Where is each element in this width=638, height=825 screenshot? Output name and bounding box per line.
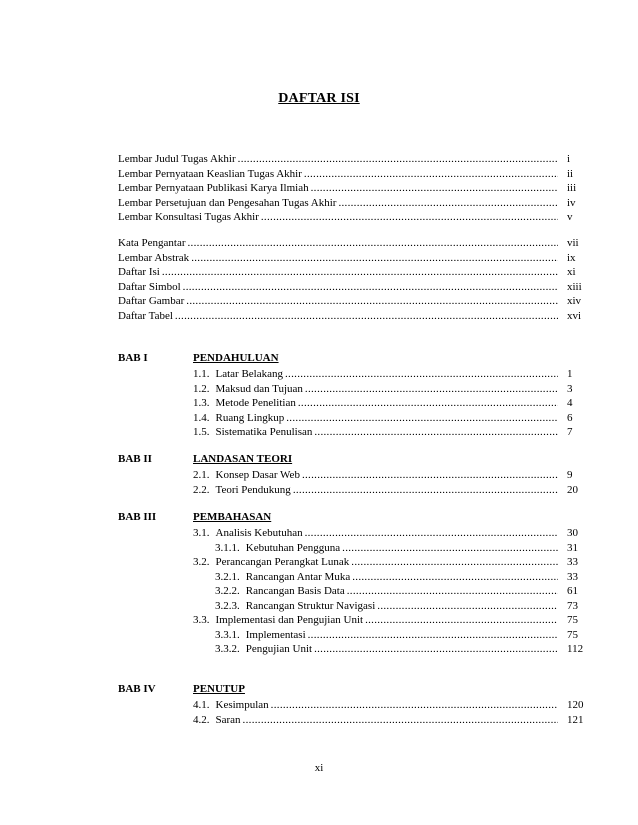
entry-page: 7 (567, 426, 573, 438)
dot-leader (243, 713, 558, 727)
entry-page: 31 (567, 541, 578, 554)
toc-entry[interactable] (193, 396, 560, 410)
entry-label: Perancangan Perangkat Lunak (215, 556, 350, 568)
entry-number: 1.3. (193, 397, 210, 409)
toc-entry[interactable] (118, 181, 560, 195)
dot-leader (285, 367, 558, 381)
dot-leader (308, 628, 558, 642)
entry-number: 3.3.1. (215, 628, 240, 641)
page-title: DAFTAR ISI (278, 91, 360, 106)
chapter-number: BAB IV (118, 683, 156, 695)
toc-entry[interactable] (118, 280, 560, 294)
entry-number: 4.1. (193, 699, 210, 711)
chapter-title: PENDAHULUAN (193, 352, 279, 364)
entry-page: 6 (567, 411, 573, 424)
entry-label: Pengujian Unit (245, 643, 313, 655)
toc-entry[interactable] (118, 152, 560, 166)
dot-leader (311, 181, 558, 195)
entry-label: Implementasi (245, 628, 306, 641)
entry-number: 3.1.1. (215, 541, 240, 554)
entry-page: 61 (567, 585, 578, 597)
entry-number: 3.2.3. (215, 599, 240, 612)
toc-entry[interactable] (118, 167, 560, 181)
entry-label: Metode Penelitian (215, 397, 296, 409)
toc-entry[interactable] (215, 570, 560, 584)
dot-leader (305, 382, 558, 396)
entry-number: 2.1. (193, 469, 210, 481)
entry-page: i (567, 153, 571, 165)
entry-label: Ruang Lingkup (215, 411, 285, 424)
entry-page: 30 (567, 527, 578, 539)
chapter-title: PENUTUP (193, 683, 245, 695)
dot-leader (314, 425, 558, 439)
toc-entry[interactable] (193, 613, 560, 627)
entry-page: xi (567, 266, 576, 278)
dot-leader (271, 698, 558, 712)
entry-number: 3.2. (193, 556, 210, 568)
entry-page: vii (567, 237, 579, 249)
toc-entry[interactable] (193, 713, 560, 727)
entry-page: xvi (567, 309, 582, 322)
entry-page: 33 (567, 556, 578, 568)
toc-entry[interactable] (118, 309, 560, 323)
page-number: xi (314, 762, 324, 774)
entry-number: 3.3.2. (215, 643, 240, 655)
entry-number: 4.2. (193, 713, 210, 726)
toc-entry[interactable] (118, 196, 560, 210)
entry-number: 3.2.1. (215, 570, 240, 583)
dot-leader (183, 280, 558, 294)
dot-leader (186, 294, 558, 308)
entry-page: xiv (567, 295, 582, 307)
dot-leader (302, 468, 558, 482)
entry-page: ii (567, 167, 574, 180)
dot-leader (365, 613, 558, 627)
toc-entry[interactable] (215, 584, 560, 598)
entry-label: Teori Pendukung (215, 483, 291, 496)
entry-label: Kata Pengantar (118, 237, 186, 249)
chapter-title: LANDASAN TEORI (193, 453, 293, 465)
entry-label: Daftar Isi (118, 266, 160, 278)
toc-entry[interactable] (193, 425, 560, 439)
dot-leader (377, 599, 558, 613)
entry-page: 4 (567, 397, 573, 409)
dot-leader (347, 584, 558, 598)
toc-entry[interactable] (193, 483, 560, 497)
entry-label: Implementasi dan Pengujian Unit (215, 614, 364, 626)
dot-leader (261, 210, 558, 224)
toc-entry[interactable] (215, 642, 560, 656)
entry-page: 121 (567, 713, 584, 726)
entry-label: Konsep Dasar Web (215, 469, 300, 481)
entry-number: 3.3. (193, 614, 210, 626)
entry-page: 75 (567, 628, 578, 641)
entry-label: Lembar Abstrak (118, 251, 190, 264)
entry-page: 3 (567, 382, 573, 395)
entry-number: 1.1. (193, 368, 210, 380)
entry-page: 73 (567, 599, 578, 612)
entry-page: iv (567, 196, 576, 209)
entry-page: v (567, 211, 573, 223)
dot-leader (314, 642, 558, 656)
entry-label: Daftar Gambar (118, 295, 185, 307)
dot-leader (293, 483, 558, 497)
dot-leader (298, 396, 558, 410)
toc-entry[interactable] (193, 411, 560, 425)
entry-label: Lembar Persetujuan dan Pengesahan Tugas Akhir (118, 196, 337, 209)
entry-page: 33 (567, 570, 578, 583)
entry-page: xiii (567, 280, 582, 293)
toc-entry[interactable] (193, 367, 560, 381)
dot-leader (304, 167, 558, 181)
entry-label: Kesimpulan (215, 699, 269, 711)
entry-page: iii (567, 182, 577, 194)
entry-number: 1.2. (193, 382, 210, 395)
dot-leader (342, 541, 558, 555)
dot-leader (238, 152, 558, 166)
entry-label: Rancangan Basis Data (245, 585, 345, 597)
entry-label: Rancangan Antar Muka (245, 570, 351, 583)
toc-entry[interactable] (118, 210, 560, 224)
entry-label: Lembar Konsultasi Tugas Akhir (118, 211, 259, 223)
entry-label: Latar Belakang (215, 368, 283, 380)
chapter-title: PEMBAHASAN (193, 511, 272, 523)
entry-number: 3.1. (193, 527, 210, 539)
entry-page: 75 (567, 614, 578, 626)
entry-number: 1.4. (193, 411, 210, 424)
entry-label: Lembar Judul Tugas Akhir (118, 153, 236, 165)
toc-entry[interactable] (118, 294, 560, 308)
toc-entry[interactable] (215, 599, 560, 613)
toc-entry[interactable] (193, 526, 560, 540)
entry-label: Sistematika Penulisan (215, 426, 313, 438)
dot-leader (162, 265, 558, 279)
dot-leader (338, 196, 558, 210)
entry-label: Rancangan Struktur Navigasi (245, 599, 376, 612)
toc-entry[interactable] (193, 698, 560, 712)
toc-entry[interactable] (193, 555, 560, 569)
dot-leader (286, 411, 558, 425)
entry-label: Saran (215, 713, 241, 726)
toc-entry[interactable] (118, 265, 560, 279)
toc-entry[interactable] (193, 382, 560, 396)
entry-label: Daftar Simbol (118, 280, 181, 293)
entry-number: 3.2.2. (215, 585, 240, 597)
chapter-number: BAB III (118, 511, 157, 523)
entry-number: 1.5. (193, 426, 210, 438)
entry-label: Lembar Pernyataan Publikasi Karya Ilmiah (118, 182, 309, 194)
chapter-number: BAB I (118, 352, 148, 364)
dot-leader (191, 251, 558, 265)
entry-page: 112 (567, 643, 584, 655)
entry-label: Analisis Kebutuhan (215, 527, 303, 539)
toc-entry[interactable] (215, 628, 560, 642)
dot-leader (351, 555, 558, 569)
dot-leader (305, 526, 558, 540)
entry-label: Maksud dan Tujuan (215, 382, 303, 395)
entry-page: 9 (567, 469, 573, 481)
entry-page: ix (567, 251, 576, 264)
dot-leader (188, 236, 559, 250)
toc-entry[interactable] (118, 236, 560, 250)
entry-page: 120 (567, 699, 584, 711)
dot-leader (175, 309, 558, 323)
entry-label: Kebutuhan Pengguna (245, 541, 341, 554)
toc-entry[interactable] (215, 541, 560, 555)
entry-label: Daftar Tabel (118, 309, 173, 322)
entry-number: 2.2. (193, 483, 210, 496)
dot-leader (352, 570, 558, 584)
toc-entry[interactable] (118, 251, 560, 265)
toc-entry[interactable] (193, 468, 560, 482)
chapter-number: BAB II (118, 453, 152, 465)
entry-page: 1 (567, 368, 573, 380)
entry-label: Lembar Pernyataan Keaslian Tugas Akhir (118, 167, 302, 180)
entry-page: 20 (567, 483, 578, 496)
